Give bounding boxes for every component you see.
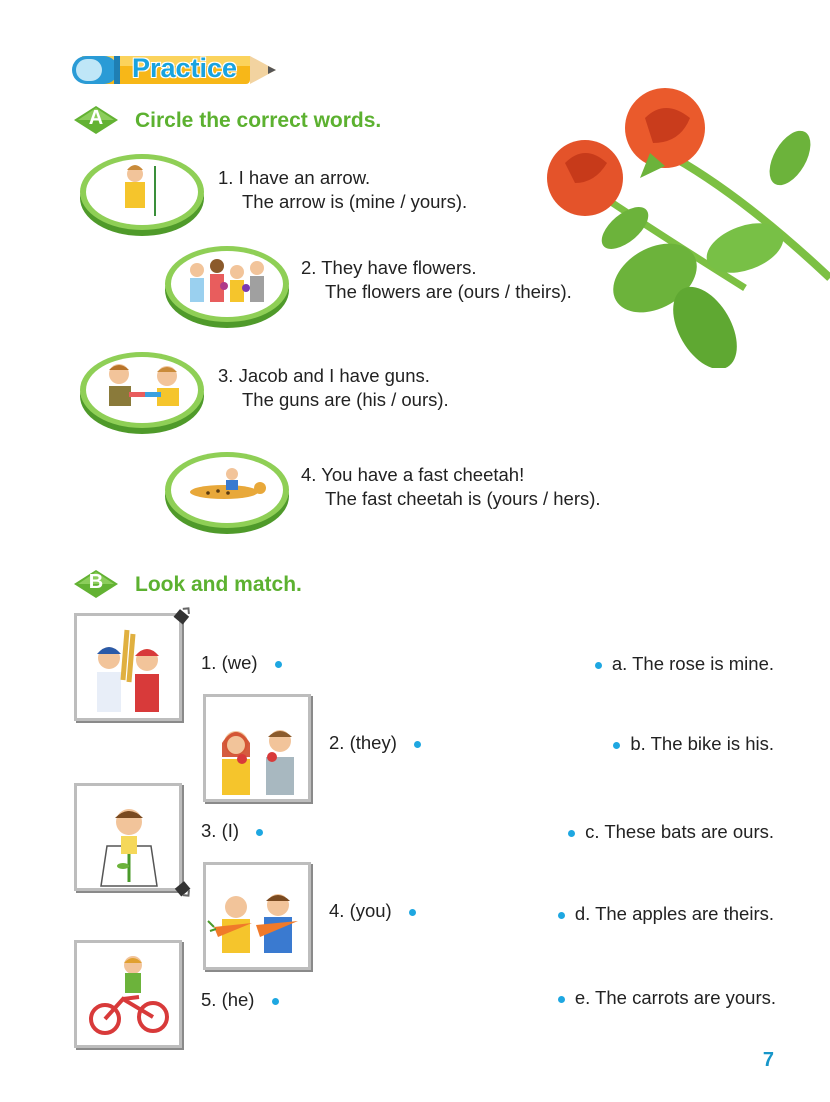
binder-clip-icon — [170, 604, 194, 628]
match-dot-left-5[interactable] — [272, 998, 279, 1005]
match-dot-left-4[interactable] — [409, 909, 416, 916]
practice-label: Practice — [132, 53, 238, 83]
item-a3-line2: The guns are (his / ours). — [242, 389, 449, 410]
match-right-c-label: c. These bats are ours. — [585, 821, 774, 842]
match-right-d — [558, 903, 774, 925]
match-left-3-label: 3. (I) — [201, 820, 240, 841]
picture-frame-2 — [203, 694, 311, 802]
item-a4-line2: The fast cheetah is (yours / hers). — [325, 488, 601, 509]
match-left-2 — [329, 732, 421, 754]
item-a1-line2: The arrow is (mine / yours). — [242, 191, 468, 212]
match-left-4 — [329, 900, 416, 922]
match-left-1-label: 1. (we) — [201, 652, 258, 673]
boys-with-guns-picture — [77, 346, 207, 436]
boy-on-bike-picture — [77, 943, 179, 1045]
page-number: 7 — [762, 1049, 774, 1071]
item-a4-line1: 4. You have a fast cheetah! — [301, 464, 525, 485]
boy-with-rose-picture — [77, 786, 179, 888]
item-a2-line2: The flowers are (ours / theirs). — [325, 281, 572, 302]
section-b-letter: B — [88, 571, 104, 593]
match-right-d-label: d. The apples are theirs. — [574, 903, 774, 924]
section-a-letter: A — [88, 107, 104, 129]
match-right-b-label: b. The bike is his. — [630, 733, 774, 754]
match-left-3 — [201, 820, 263, 842]
picture-frame-1 — [74, 613, 182, 721]
match-dot-right-a[interactable] — [595, 662, 602, 669]
match-left-4-label: 4. (you) — [329, 900, 392, 921]
section-a-marker — [74, 106, 118, 139]
match-right-a — [595, 653, 774, 675]
match-dot-right-c[interactable] — [568, 830, 575, 837]
section-a-title: Circle the correct words. — [135, 109, 382, 132]
item-a2 — [301, 256, 572, 304]
picture-frame-3 — [74, 783, 182, 891]
match-dot-left-2[interactable] — [414, 741, 421, 748]
section-b-marker — [74, 570, 118, 603]
match-right-b — [613, 733, 774, 755]
match-right-a-label: a. The rose is mine. — [611, 653, 774, 674]
match-dot-right-e[interactable] — [558, 996, 565, 1003]
rose-illustration — [545, 88, 830, 368]
match-left-5 — [201, 989, 279, 1011]
item-a1 — [218, 166, 467, 214]
item-a3 — [218, 364, 449, 412]
match-left-1 — [201, 652, 282, 674]
boy-on-cheetah-picture — [162, 446, 292, 536]
binder-clip-icon — [170, 876, 194, 900]
boys-with-bats-picture — [77, 616, 179, 718]
match-right-e — [558, 987, 776, 1009]
picture-frame-5 — [74, 940, 182, 1048]
children-with-carrots-picture — [206, 865, 308, 967]
item-a2-line1: 2. They have flowers. — [301, 257, 477, 278]
match-right-c — [568, 821, 774, 843]
match-dot-right-b[interactable] — [613, 742, 620, 749]
children-with-flowers-picture — [162, 240, 292, 330]
section-b-title: Look and match. — [135, 573, 302, 596]
boy-with-arrow-picture — [77, 148, 207, 238]
match-dot-right-d[interactable] — [558, 912, 565, 919]
match-dot-left-1[interactable] — [275, 661, 282, 668]
match-left-5-label: 5. (he) — [201, 989, 255, 1010]
match-right-e-label: e. The carrots are yours. — [574, 987, 776, 1008]
match-dot-left-3[interactable] — [256, 829, 263, 836]
picture-frame-4 — [203, 862, 311, 970]
children-with-apples-picture — [206, 697, 308, 799]
item-a3-line1: 3. Jacob and I have guns. — [218, 365, 430, 386]
match-left-2-label: 2. (they) — [329, 732, 397, 753]
item-a4 — [301, 463, 601, 511]
item-a1-line1: 1. I have an arrow. — [218, 167, 371, 188]
